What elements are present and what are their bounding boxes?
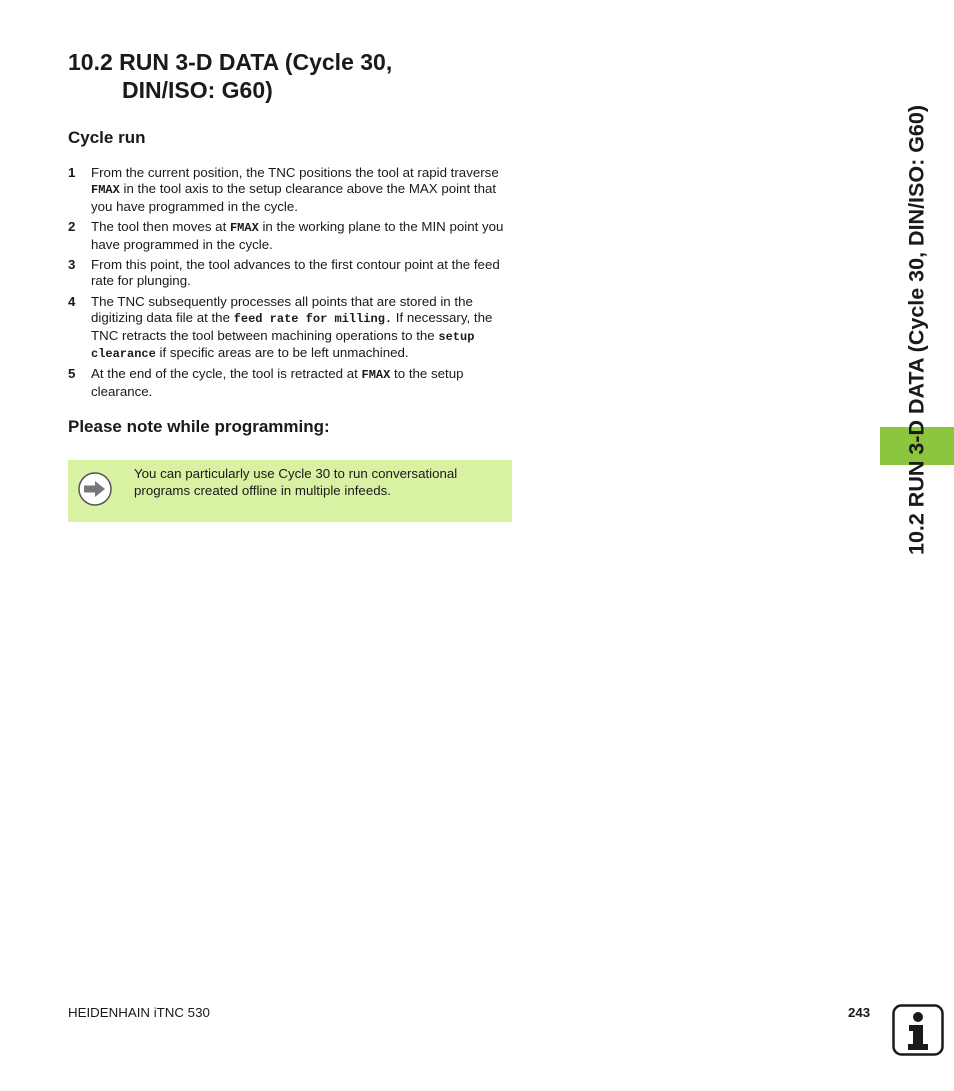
- step-number: 2: [68, 219, 76, 235]
- step-number: 1: [68, 165, 76, 180]
- step-text: if specific areas are to be left unmachined.: [155, 345, 409, 361]
- code-keyword: FMAX: [229, 221, 259, 236]
- step-number: 5: [68, 366, 76, 382]
- step-item: [68, 294, 513, 363]
- page-number: 243: [848, 1005, 871, 1020]
- note-text: You can particularly use Cycle 30 to run conversational programs created offline in multiple infeeds.: [134, 466, 458, 498]
- step-number: 3: [68, 257, 76, 273]
- step-number: 4: [68, 293, 76, 309]
- footer-product: HEIDENHAIN iTNC 530: [68, 1005, 210, 1020]
- step-text: At the end of the cycle, the tool is retracted at: [91, 366, 362, 382]
- note-heading: Please note while programming:: [68, 417, 330, 436]
- arrow-right-icon: [78, 472, 112, 506]
- page-title-line1: 10.2 RUN 3-D DATA (Cycle 30,: [68, 49, 393, 75]
- page-title: [68, 48, 528, 104]
- cycle-run-heading: Cycle run: [68, 128, 146, 147]
- step-item: [68, 219, 513, 253]
- step-text: The TNC subsequently processes all points that are stored in the digitizing data file at the: [91, 293, 473, 326]
- code-keyword: setup clearance: [91, 329, 475, 362]
- step-text: to the setup clearance.: [91, 366, 464, 399]
- step-text: The tool then moves at: [91, 219, 230, 235]
- step-text: From this point, the tool advances to the first contour point at the feed rate for plunging.: [91, 257, 500, 289]
- code-keyword: FMAX: [91, 183, 120, 198]
- info-icon: [892, 1004, 944, 1056]
- step-text: in the tool axis to the setup clearance above the MAX point that you have programmed in the cycle.: [91, 181, 497, 214]
- step-text: If necessary, the TNC retracts the tool between machining operations to the: [91, 310, 493, 343]
- side-running-title: 10.2 RUN 3-D DATA (Cycle 30, DIN/ISO: G60): [904, 104, 929, 556]
- page-title-line2: DIN/ISO: G60): [122, 77, 273, 103]
- note-box: [68, 460, 512, 522]
- cycle-run-steps: [68, 165, 513, 404]
- step-item: [68, 257, 513, 290]
- code-keyword: FMAX: [361, 368, 391, 383]
- step-text: From the current position, the TNC positions the tool at rapid traverse: [91, 165, 499, 180]
- code-keyword: feed rate for milling.: [233, 312, 393, 327]
- step-item: [68, 165, 513, 215]
- step-item: [68, 366, 513, 400]
- step-text: in the working plane to the MIN point you have programmed in the cycle.: [91, 219, 504, 252]
